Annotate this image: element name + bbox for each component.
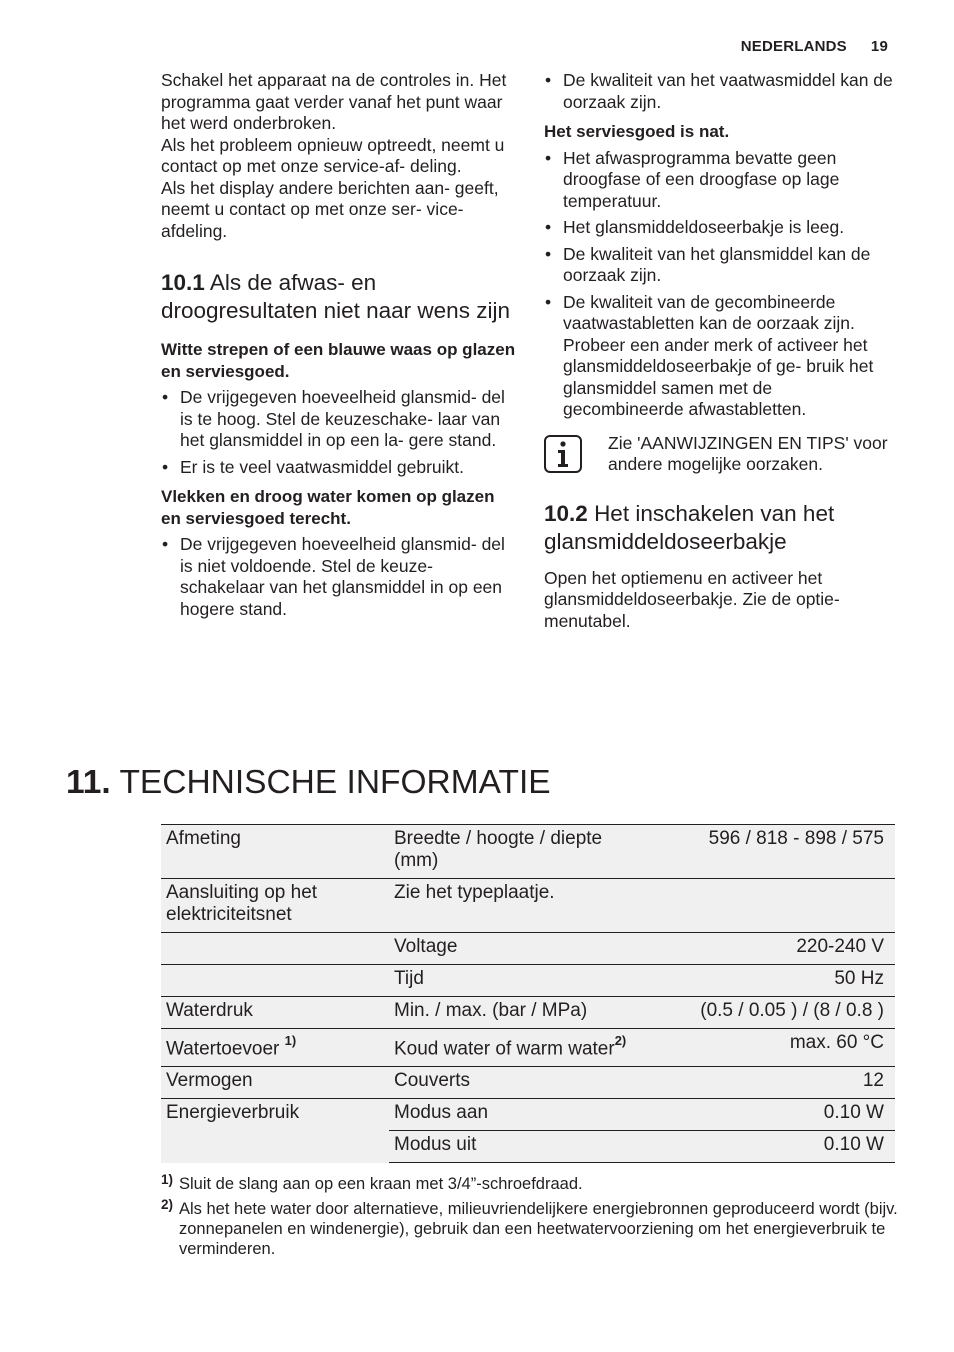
chapter-heading — [66, 762, 551, 804]
footnote-text: Sluit de slang aan op een kraan met 3/4”-schroefdraad. — [179, 1175, 583, 1193]
table-cell-parameter — [389, 1029, 647, 1067]
info-icon — [544, 435, 582, 473]
table-cell-value: 0.10 W — [647, 1131, 895, 1163]
problem-subheading: Witte strepen of een blauwe waas op glazen en serviesgoed. — [161, 340, 516, 381]
table-cell-label: Vermogen — [161, 1067, 389, 1099]
table-cell-value: (0.5 / 0.05 ) / (8 / 0.8 ) — [647, 997, 895, 1029]
footnotes — [161, 1174, 901, 1264]
table-row — [161, 997, 895, 1029]
list-item: • De kwaliteit van het vaatwasmiddel kan de oorzaak zijn. — [544, 70, 894, 113]
table-row — [161, 1029, 895, 1067]
table-cell-value: 220-240 V — [647, 933, 895, 965]
table-cell-value: 0.10 W — [647, 1099, 895, 1131]
footnote-marker: 2) — [161, 1197, 174, 1212]
cause-list — [161, 534, 516, 620]
table-row — [161, 1099, 895, 1131]
table-cell-parameter: Min. / max. (bar / MPa) — [389, 997, 647, 1029]
chapter-title: TECHNISCHE INFORMATIE — [119, 764, 551, 801]
table-cell-value: 50 Hz — [647, 965, 895, 997]
problem-subheading: Vlekken en droog water komen op glazen en serviesgoed terecht. — [161, 487, 495, 528]
table-cell-label: Afmeting — [161, 825, 389, 879]
footnote-ref: 1) — [284, 1033, 297, 1048]
parameter-text: Koud water of warm water — [394, 1038, 615, 1060]
table-cell-value: 596 / 818 - 898 / 575 — [647, 825, 895, 879]
intro-paragraph: Als het display andere berichten aan- geeft, neemt u contact op met onze ser- vice-afdeling. — [161, 177, 499, 241]
section-heading-10-1 — [161, 269, 516, 325]
table-cell-parameter: Zie het typeplaatje. — [389, 879, 647, 933]
table-row — [161, 965, 895, 997]
table-cell-label — [161, 965, 389, 997]
table-cell-parameter: Voltage — [389, 933, 647, 965]
footnote-text: Als het hete water door alternatieve, milieuvriendelijkere energiebronnen geproduceerd wordt (bijv. zonnepanelen en windenergie), gebruik dan een heetwatervoorziening om het energieverbruik te verminderen. — [179, 1200, 898, 1258]
page-header — [741, 38, 888, 55]
problem-subheading: Het serviesgoed is nat. — [544, 122, 730, 141]
table-cell-value: 12 — [647, 1067, 895, 1099]
table-cell-parameter: Breedte / hoogte / diepte (mm) — [389, 825, 647, 879]
table-cell-parameter: Tijd — [389, 965, 647, 997]
table-row — [161, 825, 895, 879]
cause-list — [544, 70, 894, 113]
table-cell-label: Aansluiting op het elektriciteitsnet — [161, 879, 389, 933]
section-body: Open het optiemenu en activeer het glansmiddeldoseerbakje. Zie de optie- menutabel. — [544, 567, 840, 631]
footnote-ref: 2) — [614, 1033, 627, 1048]
section-heading-10-2 — [544, 500, 894, 556]
intro-paragraph: Als het probleem opnieuw optreedt, neemt u contact op met onze service-af- deling. — [161, 134, 505, 176]
footnote — [161, 1174, 901, 1194]
table-cell-parameter: Modus aan — [389, 1099, 647, 1131]
table-cell-label: Energieverbruik — [161, 1099, 389, 1163]
table-row — [161, 1067, 895, 1099]
info-note — [544, 433, 894, 476]
table-cell-label: Waterdruk — [161, 997, 389, 1029]
page-number: 19 — [870, 38, 888, 55]
list-item: • Het glansmiddeldoseerbakje is leeg. — [544, 217, 894, 239]
table-cell-parameter: Modus uit — [389, 1131, 647, 1163]
table-cell-parameter: Couverts — [389, 1067, 647, 1099]
technical-data-table — [161, 824, 895, 1163]
section-title: Het inschakelen van het glansmiddeldoseerbakje — [544, 500, 835, 554]
footnote — [161, 1199, 901, 1259]
list-item: • Er is te veel vaatwasmiddel gebruikt. — [161, 457, 516, 479]
right-column — [544, 70, 894, 632]
chapter-number: 11. — [66, 764, 111, 801]
list-item: • De vrijgegeven hoeveelheid glansmid- del is te hoog. Stel de keuzeschake- laar van het glansmiddel in op een la- gere stand. — [161, 387, 516, 452]
cause-list — [161, 387, 516, 478]
left-column — [161, 70, 516, 620]
table-cell-label — [161, 933, 389, 965]
table-cell-label — [161, 1029, 389, 1067]
list-item: • Het afwasprogramma bevatte geen droogfase of een droogfase op lage temperatuur. — [544, 148, 894, 213]
intro-paragraph: Schakel het apparaat na de controles in. Het programma gaat verder vanaf het punt waar het werd onderbroken. — [161, 70, 507, 133]
table-row — [161, 879, 895, 933]
section-number: 10.2 — [544, 500, 588, 526]
footnote-marker: 1) — [161, 1172, 174, 1187]
section-number: 10.1 — [161, 270, 205, 295]
label-text: Watertoevoer — [166, 1038, 280, 1060]
table-row — [161, 933, 895, 965]
section-title: Als de afwas- en droogresultaten niet naar wens zijn — [161, 270, 510, 323]
table-cell-value — [647, 879, 895, 933]
list-item: • De vrijgegeven hoeveelheid glansmid- del is niet voldoende. Stel de keuze- schakelaar van het glansmiddel in op een hogere stand. — [161, 534, 516, 620]
table-cell-value: max. 60 °C — [647, 1029, 895, 1067]
list-item: • De kwaliteit van de gecombineerde vaatwastabletten kan de oorzaak zijn. Probeer een ander merk of activeer het glansmiddeldoseerbakje of ge- bruik het glansmiddel samen met de gecombineerde afwastabletten. — [544, 292, 894, 421]
list-item: • De kwaliteit van het glansmiddel kan de oorzaak zijn. — [544, 244, 894, 287]
header-language: NEDERLANDS — [740, 38, 847, 55]
info-note-text: Zie 'AANWIJZINGEN EN TIPS' voor andere mogelijke oorzaken. — [608, 432, 888, 474]
cause-list — [544, 148, 894, 421]
